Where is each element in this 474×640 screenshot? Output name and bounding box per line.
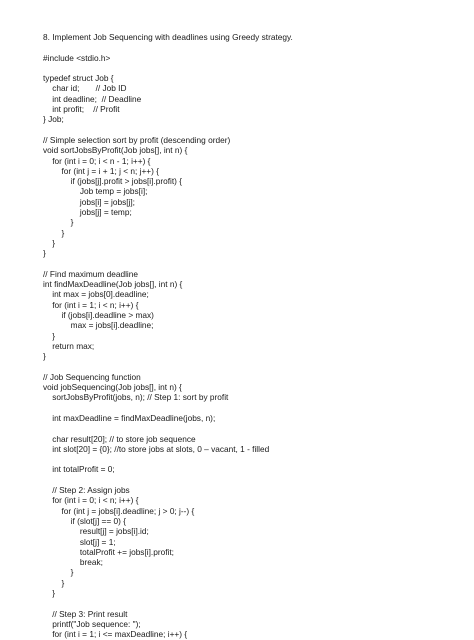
code-line: } xyxy=(43,237,55,248)
code-line: // Simple selection sort by profit (descending order) xyxy=(43,134,231,145)
code-line: for (int j = jobs[i].deadline; j > 0; j--) { xyxy=(43,505,195,516)
blank-line xyxy=(43,125,463,135)
code-line: max = jobs[i].deadline; xyxy=(43,320,154,331)
code-line: int deadline; // Deadline xyxy=(43,93,142,104)
code-line: } xyxy=(43,567,74,578)
code-line: jobs[i] = jobs[j]; xyxy=(43,196,135,207)
code-line: int totalProfit = 0; xyxy=(43,464,115,475)
blank-line xyxy=(43,475,463,485)
blank-line xyxy=(43,403,463,413)
code-line: } xyxy=(43,588,55,599)
code-line: totalProfit += jobs[i].profit; xyxy=(43,546,174,557)
code-line: return max; xyxy=(43,340,95,351)
code-line: } xyxy=(43,351,46,362)
code-line: } Job; xyxy=(43,114,64,125)
code-line: result[j] = jobs[i].id; xyxy=(43,526,149,537)
code-line: char result[20]; // to store job sequence xyxy=(43,433,196,444)
code-line: typedef struct Job { xyxy=(43,73,114,84)
code-line: void sortJobsByProfit(Job jobs[], int n) { xyxy=(43,145,188,156)
code-line: int max = jobs[0].deadline; xyxy=(43,289,149,300)
code-line: int profit; // Profit xyxy=(43,104,120,115)
blank-line xyxy=(43,362,463,372)
code-line: } xyxy=(43,227,65,238)
code-line: if (jobs[i].deadline > max) xyxy=(43,310,154,321)
blank-line xyxy=(43,63,463,73)
code-line: if (jobs[j].profit > jobs[i].profit) { xyxy=(43,176,183,187)
code-line: } xyxy=(43,330,55,341)
code-line: #include <stdio.h> xyxy=(43,52,111,63)
code-line: int maxDeadline = findMaxDeadline(jobs, n); xyxy=(43,412,216,423)
code-line: slot[j] = 1; xyxy=(43,536,116,547)
code-line: // Find maximum deadline xyxy=(43,268,138,279)
code-line: // Step 3: Print result xyxy=(43,608,128,619)
document-heading: 8. Implement Job Sequencing with deadlines using Greedy strategy. xyxy=(43,32,293,42)
blank-line xyxy=(43,598,463,608)
code-line: char id; // Job ID xyxy=(43,83,127,94)
code-line: break; xyxy=(43,557,103,568)
blank-line xyxy=(43,259,463,269)
code-document xyxy=(43,32,463,640)
code-line: Job temp = jobs[i]; xyxy=(43,186,148,197)
blank-line xyxy=(43,454,463,464)
blank-line xyxy=(43,42,463,52)
code-line: sortJobsByProfit(jobs, n); // Step 1: sort by profit xyxy=(43,392,229,403)
code-line: for (int i = 1; i <= maxDeadline; i++) { xyxy=(43,629,188,640)
code-line: int findMaxDeadline(Job jobs[], int n) { xyxy=(43,279,183,290)
code-line: for (int i = 1; i < n; i++) { xyxy=(43,299,139,310)
code-line: int slot[20] = {0}; //to store jobs at slots, 0 – vacant, 1 - filled xyxy=(43,443,270,454)
code-line: printf("Job sequence: "); xyxy=(43,618,141,629)
code-line: for (int j = i + 1; j < n; j++) { xyxy=(43,165,159,176)
code-line: // Job Sequencing function xyxy=(43,371,141,382)
code-line: for (int i = 0; i < n - 1; i++) { xyxy=(43,155,151,166)
code-line: for (int i = 0; i < n; i++) { xyxy=(43,495,139,506)
code-line: jobs[j] = temp; xyxy=(43,207,132,218)
code-line: if (slot[j] == 0) { xyxy=(43,515,126,526)
code-line: } xyxy=(43,217,74,228)
code-line: } xyxy=(43,577,65,588)
code-line: } xyxy=(43,248,46,259)
code-line: // Step 2: Assign jobs xyxy=(43,485,130,496)
code-line: void jobSequencing(Job jobs[], int n) { xyxy=(43,382,182,393)
blank-line xyxy=(43,423,463,433)
